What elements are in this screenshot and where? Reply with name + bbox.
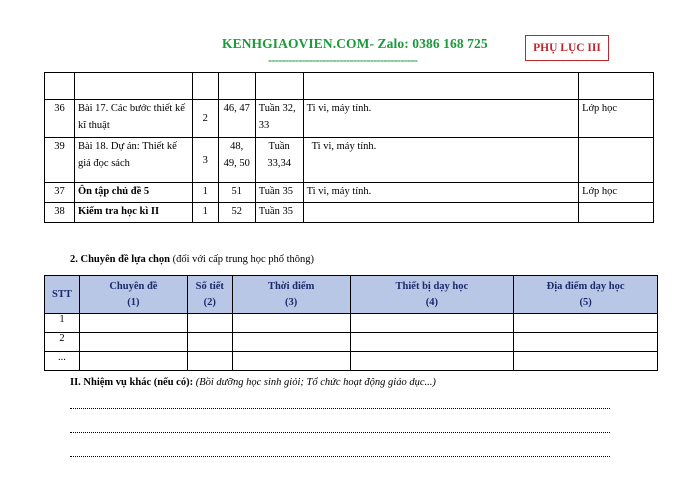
lesson-cell: Kiểm tra học kì II [74, 203, 192, 223]
lesson-cell [74, 138, 192, 183]
table-row [45, 333, 658, 352]
lesson-name-line1: Bài 17. Các bước thiết kế [77, 103, 185, 114]
header-label: Thời điểm [267, 280, 315, 292]
table-cell [79, 333, 187, 352]
location-cell: Lớp học [579, 183, 654, 203]
table-cell [350, 333, 514, 352]
order-cell: 46, 47 [218, 100, 255, 138]
table-row [45, 314, 658, 333]
table-cell [187, 333, 232, 352]
table-cell [350, 352, 514, 371]
dotted-fill-line [70, 408, 610, 409]
lesson-cell: Ôn tập chủ đề 5 [74, 183, 192, 203]
table-cell [232, 333, 350, 352]
time-cell [255, 138, 303, 183]
table-cell [350, 314, 514, 333]
stt-cell: ... [45, 352, 80, 371]
section-heading-other-tasks [70, 377, 436, 388]
time-line2: 33 [258, 120, 270, 131]
header-num: (4) [425, 296, 438, 308]
table-cell [187, 314, 232, 333]
table-header-row [45, 276, 658, 314]
section3-note: (Bồi dưỡng học sinh giỏi; Tổ chức hoạt động giáo dục...) [195, 377, 436, 388]
location-cell [579, 203, 654, 223]
header-topic [79, 276, 187, 314]
table-cell [514, 352, 658, 371]
table-row [45, 183, 654, 203]
periods-cell: 3 [192, 138, 218, 183]
time-cell: Tuần 35 [255, 183, 303, 203]
header-time [232, 276, 350, 314]
table-cell [74, 73, 192, 100]
order-line2: 49, 50 [223, 158, 250, 169]
header-num: (5) [579, 296, 592, 308]
header-stt [45, 276, 80, 314]
section-heading-elective-topics [70, 254, 314, 265]
table-cell [514, 314, 658, 333]
site-header-title: KENHGIAOVIEN.COM- Zalo: 0386 168 725 [222, 36, 488, 51]
stt-cell: 2 [45, 333, 80, 352]
section2-heading: 2. Chuyên đề lựa chọn [70, 254, 170, 265]
header-underline-dashes: -------------------------------------------- [268, 53, 418, 67]
dotted-fill-line [70, 456, 610, 457]
table-row [45, 138, 654, 183]
table-cell [79, 314, 187, 333]
section2-note: (đối với cấp trung học phổ thông) [172, 254, 315, 265]
periods-cell: 1 [192, 203, 218, 223]
table-row [45, 73, 654, 100]
stt-cell: 36 [45, 100, 75, 138]
header-label: Số tiết [195, 280, 224, 292]
table-row [45, 352, 658, 371]
equipment-cell: Ti vi, máy tính. [303, 138, 578, 183]
header-num: (2) [203, 296, 216, 308]
lesson-name-line2: giá đọc sách [77, 158, 130, 169]
time-line1: Tuần 32, [258, 103, 296, 114]
header-location [514, 276, 658, 314]
header-label: Địa điểm dạy học [546, 280, 625, 292]
table-cell [187, 352, 232, 371]
table-cell [45, 73, 75, 100]
lesson-plan-table [44, 72, 654, 223]
header-num: (1) [127, 296, 140, 308]
time-line2: 33,34 [267, 158, 291, 169]
table-cell [232, 314, 350, 333]
equipment-cell: Ti vi, máy tính. [303, 183, 578, 203]
elective-topics-table [44, 275, 658, 371]
header-label: STT [52, 288, 72, 300]
equipment-cell: Ti vi, máy tính. [303, 100, 578, 138]
lesson-name-line1: Bài 18. Dự án: Thiết kế [77, 141, 177, 152]
order-cell: 51 [218, 183, 255, 203]
stt-cell: 37 [45, 183, 75, 203]
table-cell [232, 352, 350, 371]
time-cell: Tuần 35 [255, 203, 303, 223]
periods-cell: 2 [192, 100, 218, 138]
dotted-fill-line [70, 432, 610, 433]
lesson-cell [74, 100, 192, 138]
equipment-cell [303, 203, 578, 223]
table-cell [579, 73, 654, 100]
order-cell: 52 [218, 203, 255, 223]
periods-cell: 1 [192, 183, 218, 203]
table-cell [218, 73, 255, 100]
table-cell [79, 352, 187, 371]
order-line1: 48, [230, 141, 244, 152]
appendix-label: PHỤ LỤC III [525, 35, 609, 61]
lesson-name-line2: kĩ thuật [77, 120, 110, 131]
header-periods [187, 276, 232, 314]
time-line1: Tuần [268, 141, 290, 152]
stt-cell: 39 [45, 138, 75, 183]
header-num: (3) [285, 296, 298, 308]
time-cell [255, 100, 303, 138]
header-label: Thiết bị dạy học [395, 280, 469, 292]
table-cell [192, 73, 218, 100]
order-cell [218, 138, 255, 183]
location-cell [579, 138, 654, 183]
table-row [45, 203, 654, 223]
table-cell [255, 73, 303, 100]
table-row [45, 100, 654, 138]
table-cell [514, 333, 658, 352]
table-cell [303, 73, 578, 100]
location-cell: Lớp học [579, 100, 654, 138]
header-label: Chuyên đề [109, 280, 158, 292]
stt-cell: 38 [45, 203, 75, 223]
section3-heading: II. Nhiệm vụ khác (nếu có): [70, 377, 194, 388]
header-equipment [350, 276, 514, 314]
stt-cell: 1 [45, 314, 80, 333]
